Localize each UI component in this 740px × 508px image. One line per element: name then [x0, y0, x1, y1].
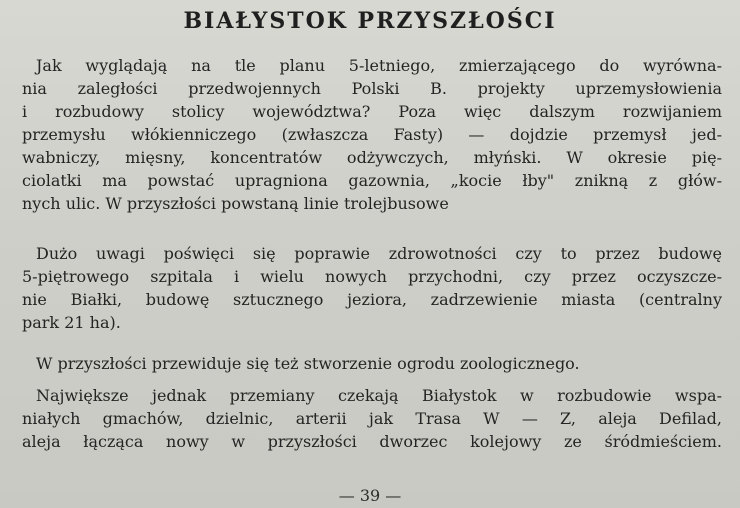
paragraph-1-line-7: nych ulic. W przyszłości powstaną linie trolejbusowe	[22, 194, 449, 213]
page-title: BIAŁYSTOK PRZYSZŁOŚCI	[183, 8, 557, 34]
paragraph-1-line-1: Jak wyglądają na tle planu 5-letniego, zmierzającego do wyrówna-	[36, 56, 722, 75]
paragraph-2-line-4: park 21 ha).	[22, 313, 121, 332]
paragraph-4-line-3: aleja łącząca nowy w przyszłości dworzec kolejowy ze śródmieściem.	[22, 432, 722, 451]
paragraph-2-line-1: Dużo uwagi poświęci się poprawie zdrowotności czy to przez budowę	[36, 244, 722, 263]
paragraph-4-line-2: niałych gmachów, dzielnic, arterii jak Trasa W — Z, aleja Defilad,	[22, 409, 722, 428]
paragraph-1-line-3: i rozbudowy stolicy województwa? Poza więc dalszym rozwijaniem	[22, 102, 722, 121]
paragraph-2-line-2: 5-piętrowego szpitala i wielu nowych przychodni, czy przez oczyszcze-	[22, 267, 722, 286]
paragraph-1-line-5: wabniczy, mięsny, koncentratów odżywczych, młyński. W okresie pię-	[22, 148, 722, 167]
paragraph-4-line-1: Największe jednak przemiany czekają Białystok w rozbudowie wspa-	[36, 386, 722, 405]
paragraph-2-line-3: nie Białki, budowę sztucznego jeziora, zadrzewienie miasta (centralny	[22, 290, 722, 309]
paragraph-1-line-6: ciolatki ma powstać upragniona gazownia, „kocie łby" znikną z głów-	[22, 171, 722, 190]
paragraph-1-line-2: nia zaległości przedwojennych Polski B. projekty uprzemysłowienia	[22, 79, 722, 98]
paragraph-1-line-4: przemysłu włókienniczego (zwłaszcza Fasty) — dojdzie przemysł jed-	[22, 125, 722, 144]
page-number: — 39 —	[338, 486, 402, 505]
paragraph-3-line-1: W przyszłości przewiduje się też stworzenie ogrodu zoologicznego.	[36, 354, 580, 373]
